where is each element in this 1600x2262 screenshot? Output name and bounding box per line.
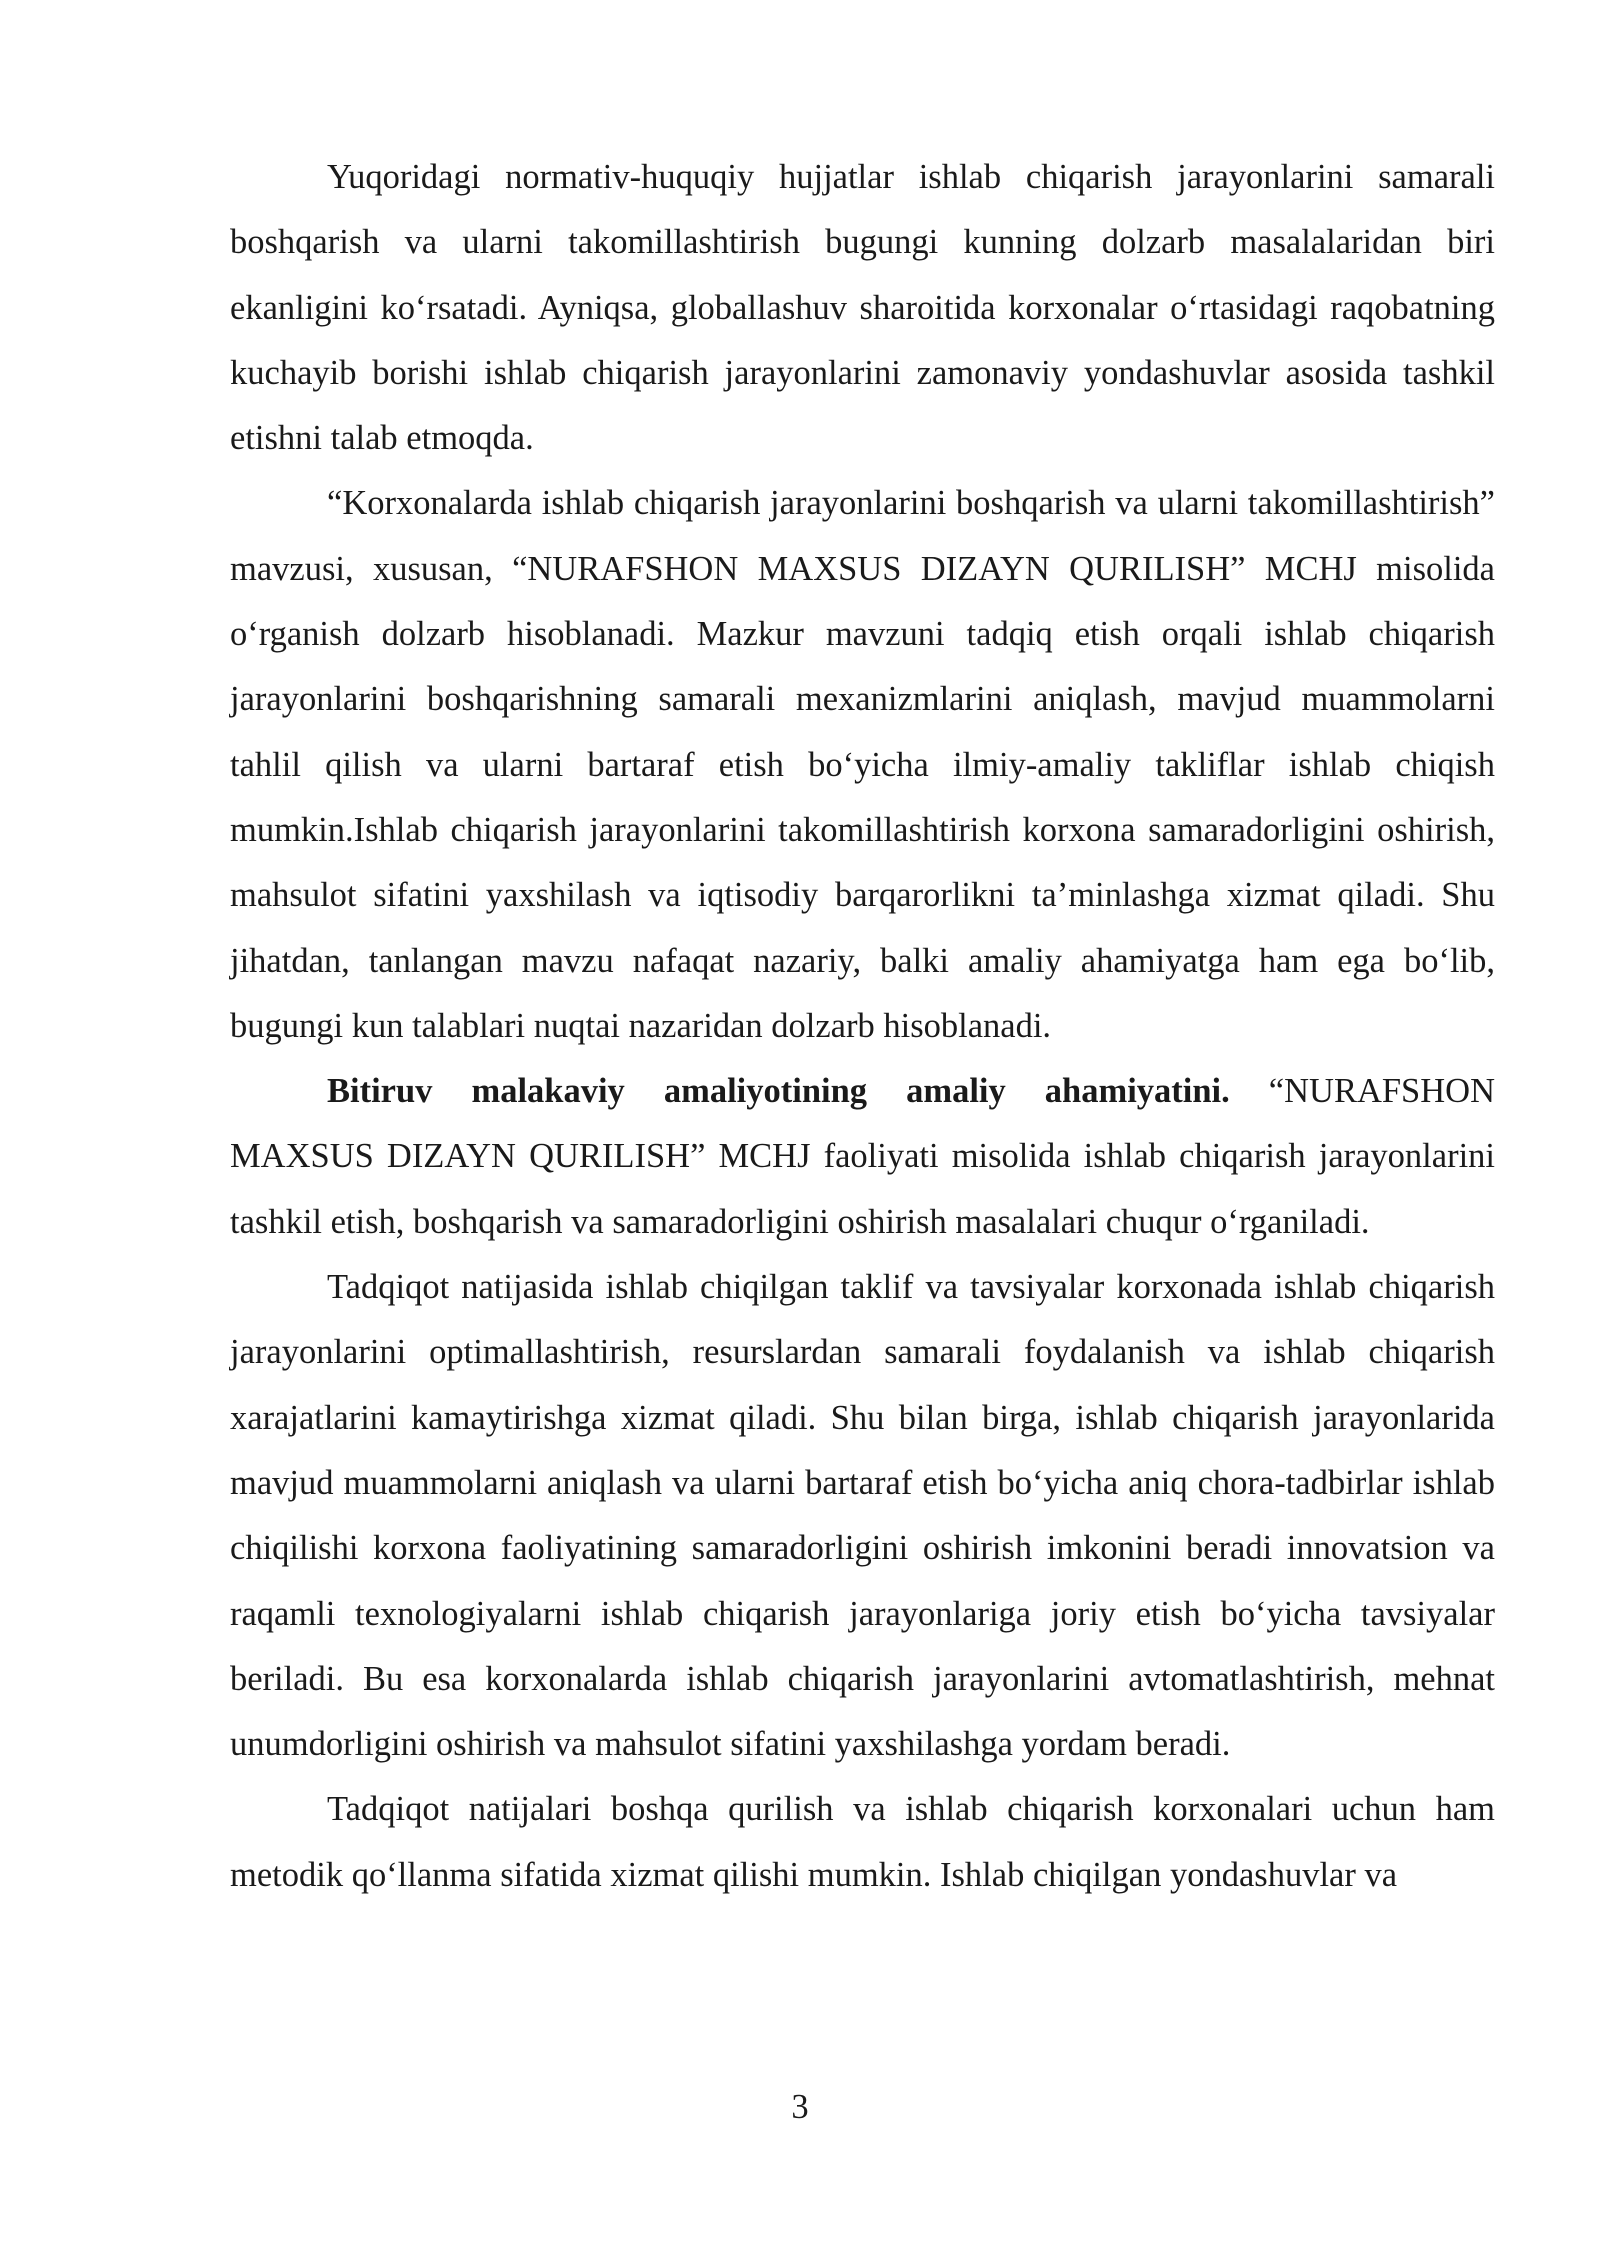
document-body: [230, 145, 1495, 1908]
paragraph-text: Tadqiqot natijalari boshqa qurilish va ishlab chiqarish korxonalari uchun ham metodik qo‘llanma sifatida xizmat qilishi mumkin. Ishlab chiqilgan yondashuvlar va: [230, 1790, 1495, 1894]
paragraph-text: Tadqiqot natijasida ishlab chiqilgan taklif va tavsiyalar korxonada ishlab chiqarish jarayonlarini optimallashtirish, resurslardan samarali foydalanish va ishlab chiqarish xarajatlarini kamaytirishga xizmat qiladi. Shu bilan birga, ishlab chiqarish jarayonlarida mavjud muammolarni aniqlash va ularni bartaraf etish bo‘yicha aniq chora-tadbirlar ishlab chiqilishi korxona faoliyatining samaradorligini oshirish imkonini beradi innovatsion va raqamli texnologiyalarni ishlab chiqarish jarayonlariga joriy etish bo‘yicha tavsiyalar beriladi. Bu esa korxonalarda ishlab chiqarish jarayonlarini avtomatlashtirish, mehnat unumdorligini oshirish va mahsulot sifatini yaxshilashga yordam beradi.: [230, 1268, 1495, 1764]
paragraph-bold-lead: Bitiruv malakaviy amaliyotining amaliy ahamiyatini.: [327, 1072, 1230, 1111]
paragraph-text: Yuqoridagi normativ-huquqiy hujjatlar ishlab chiqarish jarayonlarini samarali boshqarish va ularni takomillashtirish bugungi kunning dolzarb masalalaridan biri ekanligini ko‘rsatadi. Ayniqsa, globallashuv sharoitida korxonalar o‘rtasidagi raqobatning kuchayib borishi ishlab chiqarish jarayonlarini zamonaviy yondashuvlar asosida tashkil etishni talab etmoqda.: [230, 158, 1495, 458]
paragraph-normative-documents: [230, 145, 1495, 471]
paragraph-text: “Korxonalarda ishlab chiqarish jarayonlarini boshqarish va ularni takomillashtirish” mavzusi, xususan, “NURAFSHON MAXSUS DIZAYN QURILISH” MCHJ misolida o‘rganish dolzarb hisoblanadi. Mazkur mavzuni tadqiq etish orqali ishlab chiqarish jarayonlarini boshqarishning samarali mexanizmlarini aniqlash, mavjud muammolarni tahlil qilish va ularni bartaraf etish bo‘yicha ilmiy-amaliy takliflar ishlab chiqish mumkin.Ishlab chiqarish jarayonlarini takomillashtirish korxona samaradorligini oshirish, mahsulot sifatini yaxshilash va iqtisodiy barqarorlikni ta’minlashga xizmat qiladi. Shu jihatdan, tanlangan mavzu nafaqat nazariy, balki amaliy ahamiyatga ham ega bo‘lib, bugungi kun talablari nuqtai nazaridan dolzarb hisoblanadi.: [230, 484, 1495, 1045]
paragraph-research-results: [230, 1255, 1495, 1777]
paragraph-methodical-guide: [230, 1777, 1495, 1908]
paragraph-text: “NURAFSHON MAXSUS DIZAYN QURILISH” MCHJ faoliyati misolida ishlab chiqarish jarayonlarini tashkil etish, boshqarish va samaradorligini oshirish masalalari chuqur o‘rganiladi.: [230, 1072, 1495, 1241]
paragraph-topic-relevance: [230, 471, 1495, 1059]
paragraph-practical-significance: [230, 1059, 1495, 1255]
page-number: 3: [791, 2088, 809, 2126]
